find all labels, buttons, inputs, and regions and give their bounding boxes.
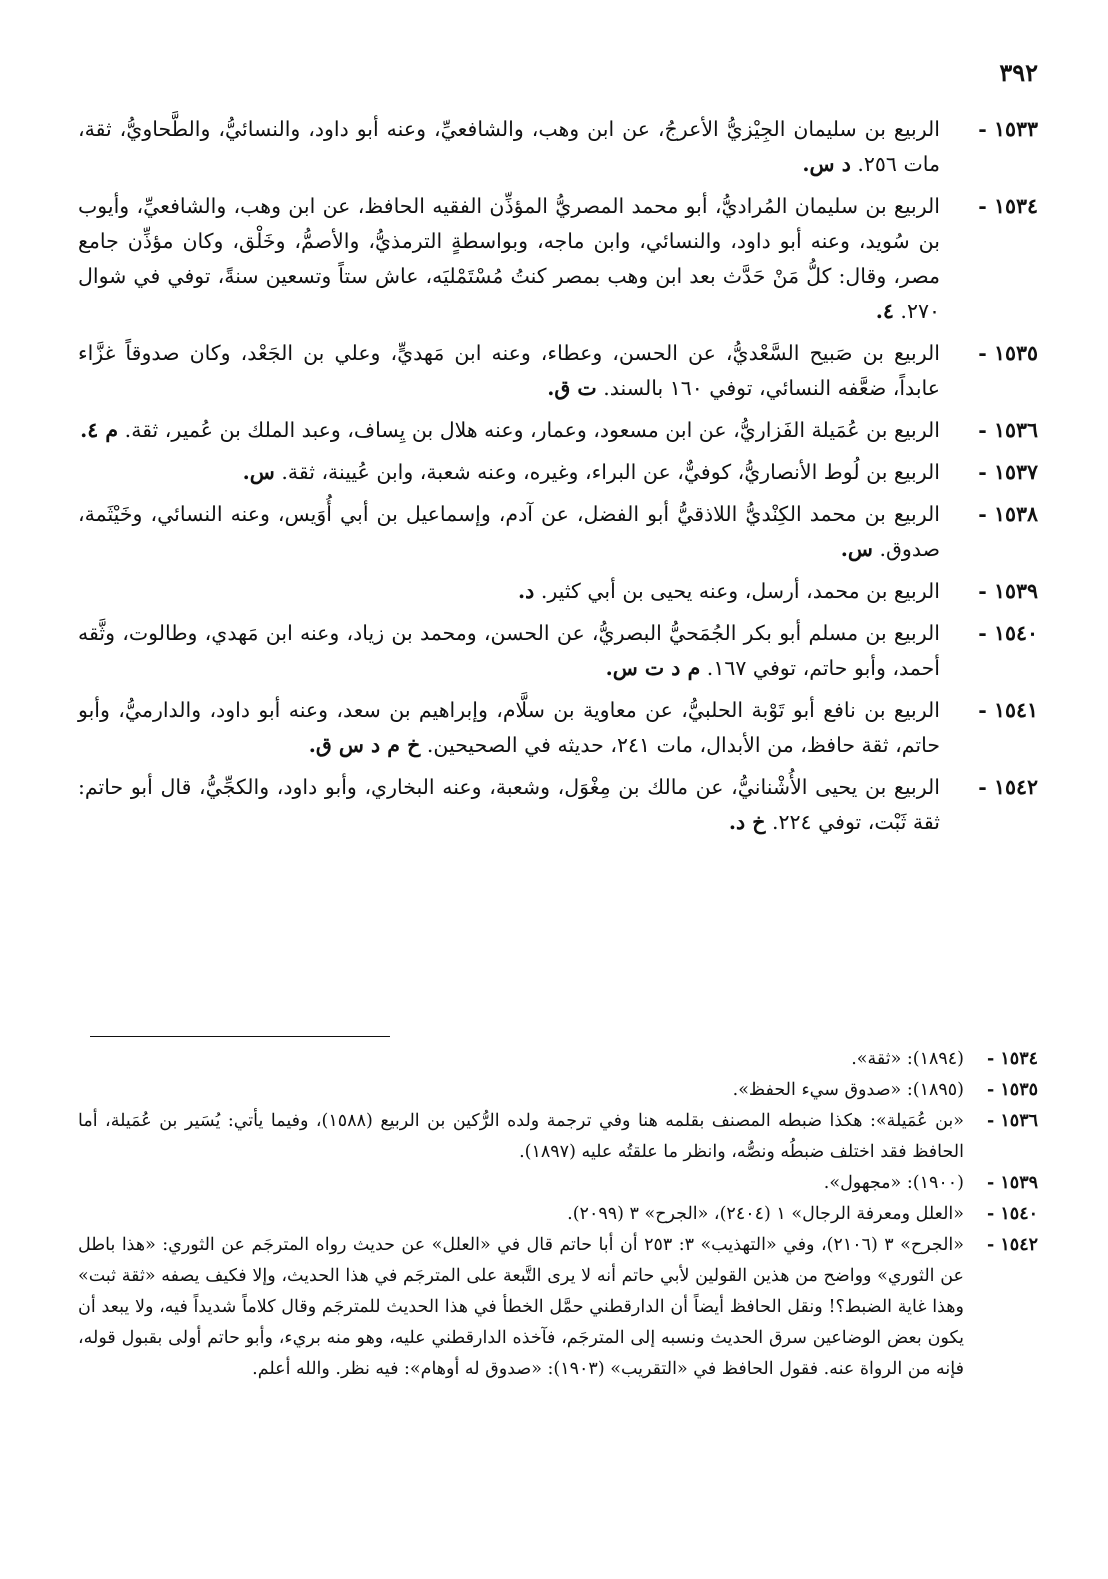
entry-symbols: د س. bbox=[802, 152, 851, 176]
entry-text: الربيع بن محمد، أرسل، وعنه يحيى بن أبي كثير. bbox=[540, 579, 940, 603]
entry-number: ١٥٣٧ - bbox=[978, 460, 1038, 484]
entry-1538 bbox=[78, 497, 1038, 567]
footnote-1536 bbox=[78, 1106, 1038, 1168]
entry-symbols: س. bbox=[242, 460, 275, 484]
entry-symbols: س. bbox=[840, 537, 873, 561]
footnote-number: ١٥٣٤ - bbox=[987, 1049, 1038, 1069]
entry-symbols: م ٤. bbox=[80, 418, 119, 442]
footnote-text: (١٨٩٤): «ثقة». bbox=[851, 1049, 964, 1069]
footnote-divider bbox=[90, 1036, 390, 1037]
footnote-text: «العلل ومعرفة الرجال» ١ (٢٤٠٤)، «الجرح» ٣ (٢٠٩٩). bbox=[567, 1204, 964, 1224]
footnote-text: (١٨٩٥): «صدوق سيء الحفظ». bbox=[732, 1080, 964, 1100]
footnote-1539 bbox=[78, 1168, 1038, 1199]
entry-text: الربيع بن عُمَيلة الفَزاريُّ، عن ابن مسعود، وعمار، وعنه هلال بن يِساف، وعبد الملك بن عُمير، ثقة. bbox=[124, 418, 940, 442]
entry-text: الربيع بن نافع أبو تَوْبة الحلبيُّ، عن معاوية بن سلَّام، وإبراهيم بن سعد، وعنه أبو داود، والدارميُّ، وأبو حاتم، ثقة حافظ، من الأبدال، مات ٢٤١، حديثه في الصحيحين. bbox=[78, 698, 940, 757]
entry-symbols: خ م د س ق. bbox=[308, 733, 421, 757]
entry-1540 bbox=[78, 616, 1038, 686]
entry-1542 bbox=[78, 770, 1038, 840]
entry-1533 bbox=[78, 112, 1038, 182]
footnote-number: ١٥٤٢ - bbox=[987, 1235, 1038, 1255]
entry-1535 bbox=[78, 336, 1038, 406]
entry-number: ١٥٣٥ - bbox=[978, 341, 1038, 365]
entry-text: الربيع بن سليمان الجِيْزيُّ الأعرجُ، عن ابن وهب، والشافعيِّ، وعنه أبو داود، والنسائيُّ، والطَّحاويُّ، ثقة، مات ٢٥٦. bbox=[78, 117, 940, 176]
footnote-1534 bbox=[78, 1044, 1038, 1075]
entry-text: الربيع بن سليمان المُراديُّ، أبو محمد المصريُّ المؤذِّن الفقيه الحافظ، عن ابن وهب، والشافعيِّ، وأيوب بن سُويد، وعنه أبو داود، والنسائي، وابن ماجه، وبواسطةٍ الترمذيُّ، والأصمُّ، وخَلْق، وكان مؤذِّن جامع مصر، وقال: كلُّ مَنْ حَدَّث بعد ابن وهب بمصر كنتُ مُسْتَمْليَه، عاش ستاً وتسعين سنةً، توفي في شوال ٢٧٠. bbox=[78, 194, 940, 323]
entry-1537 bbox=[78, 455, 1038, 490]
entry-1539 bbox=[78, 574, 1038, 609]
entry-symbols: ٤. bbox=[875, 299, 894, 323]
entry-1541 bbox=[78, 693, 1038, 763]
entry-number: ١٥٣٨ - bbox=[978, 502, 1038, 526]
entry-number: ١٥٤٢ - bbox=[978, 775, 1038, 799]
entry-number: ١٥٤١ - bbox=[978, 698, 1038, 722]
entry-text: الربيع بن مسلم أبو بكر الجُمَحيُّ البصريُّ، عن الحسن، ومحمد بن زياد، وعنه ابن مَهدي، وطالوت، وثَّقه أحمد، وأبو حاتم، توفي ١٦٧. bbox=[78, 621, 940, 680]
footnote-number: ١٥٣٩ - bbox=[987, 1173, 1038, 1193]
entry-symbols: د. bbox=[518, 579, 535, 603]
footnotes bbox=[78, 1044, 1038, 1385]
footnote-number: ١٥٤٠ - bbox=[987, 1204, 1038, 1224]
entry-number: ١٥٣٦ - bbox=[978, 418, 1038, 442]
entry-text: الربيع بن محمد الكِنْديُّ اللاذقيُّ أبو الفضل، عن آدم، وإسماعيل بن أبي أُوَيس، وعنه النسائي، وخَيْثَمة، صدوق. bbox=[78, 502, 940, 561]
footnote-text: (١٩٠٠): «مجهول». bbox=[823, 1173, 964, 1193]
footnote-number: ١٥٣٥ - bbox=[987, 1080, 1038, 1100]
entry-text: الربيع بن لُوط الأنصاريُّ، كوفيٌّ، عن البراء، وغيره، وعنه شعبة، وابن عُيينة، ثقة. bbox=[281, 460, 940, 484]
entry-symbols: م د ت س. bbox=[605, 656, 701, 680]
entry-number: ١٥٣٩ - bbox=[978, 579, 1038, 603]
entry-number: ١٥٣٣ - bbox=[978, 117, 1038, 141]
biography-entries bbox=[78, 112, 1038, 847]
entry-symbols: ت ق. bbox=[547, 376, 597, 400]
footnote-text: «الجرح» ٣ (٢١٠٦)، وفي «التهذيب» ٣: ٢٥٣ أن أبا حاتم قال في «العلل» عن حديث رواه المترجَم عن الثوري: «هذا باطل عن الثوري» وواضح من هذين القولين لأبي حاتم أنه لا يرى التَّبعة على المترجَم في هذا الحديث، وإلا فكيف يصفه «ثقة ثبت» وهذا غاية الضبط؟! ونقل الحافظ أيضاً أن الدارقطني حمَّل الخطأ في هذا الحديث للمترجَم وقال كلاماً شديداً فيه، ولا يبعد أن يكون بعض الوضاعين سرق الحديث ونسبه إلى المترجَم، فآخذه الدارقطني عليه، وهو منه بريء، وأبو حاتم أولى بقبول قوله، فإنه من الرواة عنه. فقول الحافظ في «التقريب» (١٩٠٣): «صدوق له أوهام»: فيه نظر. والله أعلم. bbox=[78, 1235, 964, 1379]
entry-text: الربيع بن صَبيح السَّعْديُّ، عن الحسن، وعطاء، وعنه ابن مَهديٍّ، وعلي بن الجَعْد، وكان صدوقاً غزَّاء عابداً، ضعَّفه النسائي، توفي ١٦٠ بالسند. bbox=[78, 341, 940, 400]
entry-text: الربيع بن يحيى الأُشْنانيُّ، عن مالك بن مِغْوَل، وشعبة، وعنه البخاري، وأبو داود، والكجِّيُّ، قال أبو حاتم: ثقة ثَبْت، توفي ٢٢٤. bbox=[78, 775, 940, 834]
footnote-1540 bbox=[78, 1199, 1038, 1230]
footnote-1535 bbox=[78, 1075, 1038, 1106]
entry-number: ١٥٤٠ - bbox=[978, 621, 1038, 645]
entry-number: ١٥٣٤ - bbox=[978, 194, 1038, 218]
page-number: ٣٩٢ bbox=[999, 58, 1038, 87]
footnote-text: «بن عُمَيلة»: هكذا ضبطه المصنف بقلمه هنا وفي ترجمة ولده الرُّكين بن الربيع (١٥٨٨)، وفيما يأتي: يُسَير بن عُمَيلة، أما الحافظ فقد اختلف ضبطُه ونصُّه، وانظر ما علقتُه عليه (١٨٩٧). bbox=[78, 1111, 964, 1162]
entry-symbols: خ د. bbox=[728, 810, 766, 834]
entry-1536 bbox=[78, 413, 1038, 448]
footnote-number: ١٥٣٦ - bbox=[987, 1111, 1038, 1131]
entry-1534 bbox=[78, 189, 1038, 329]
footnote-1542 bbox=[78, 1230, 1038, 1385]
